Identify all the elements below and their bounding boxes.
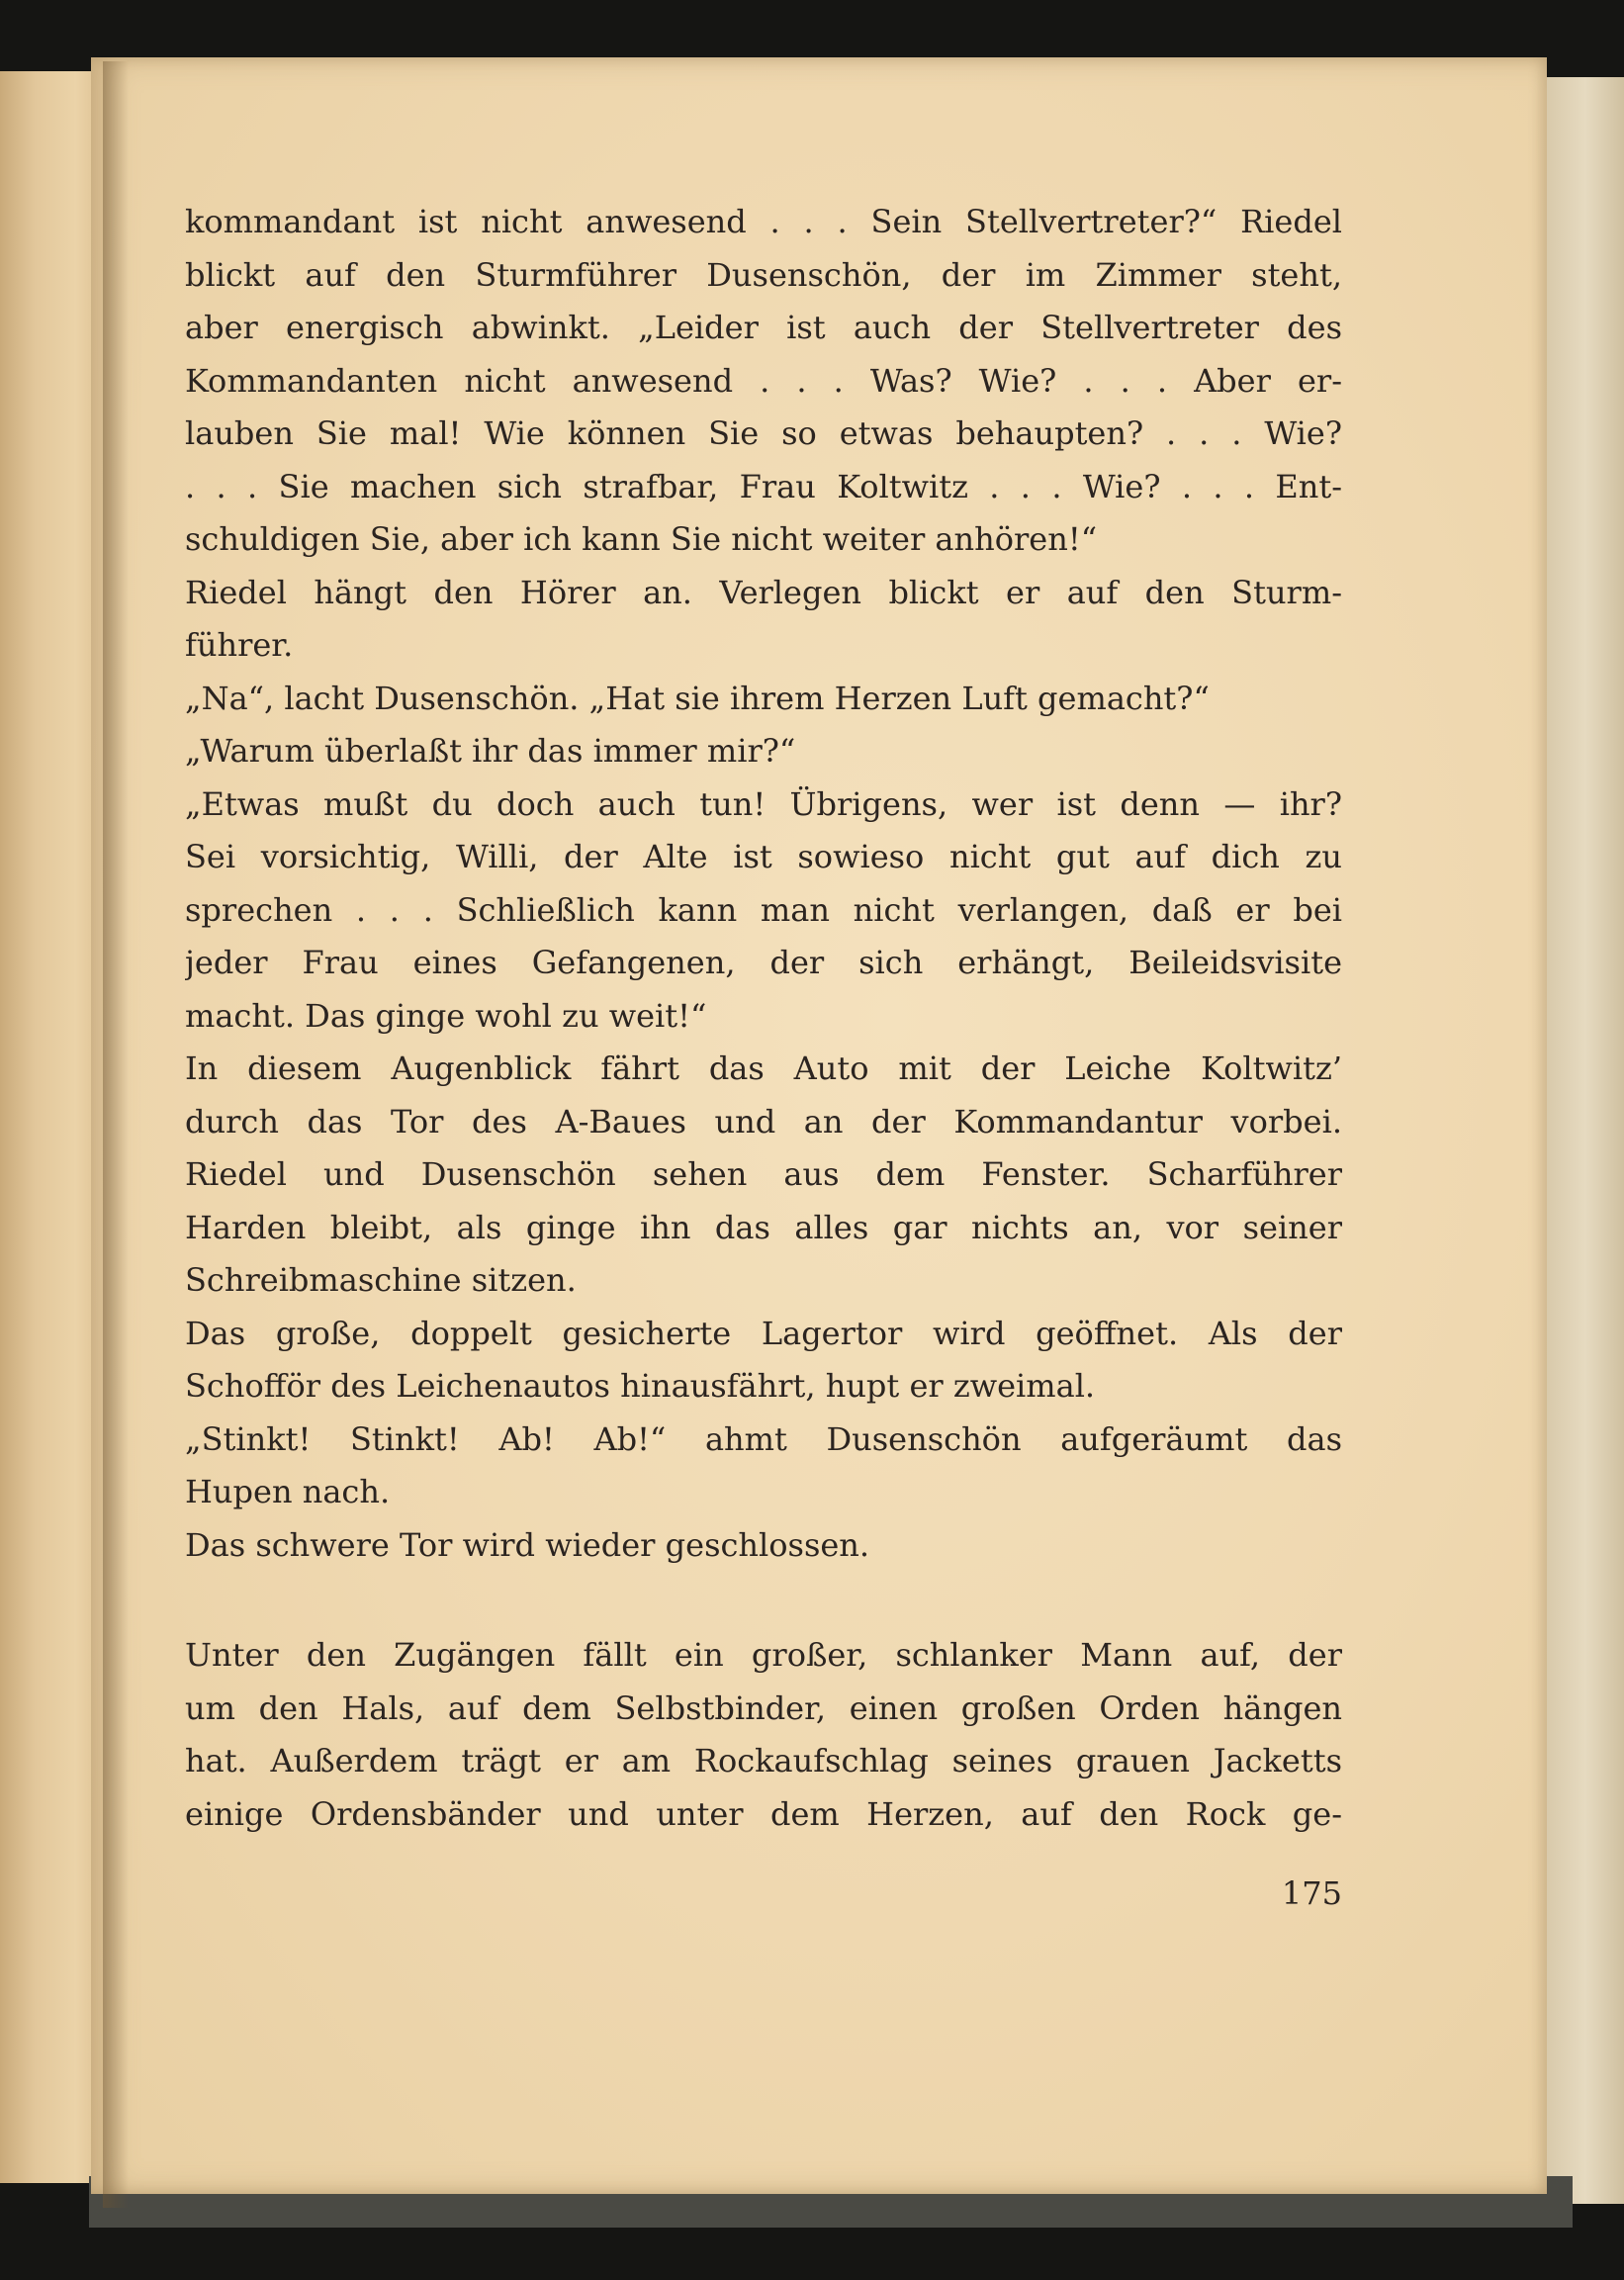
text-line: durch das Tor des A-Baues und an der Kommandantur vorbei. [185,1102,1342,1140]
text-line: Schreibmaschine sitzen. [185,1261,577,1299]
text-line: Riedel und Dusenschön sehen aus dem Fenster. Scharführer [185,1155,1342,1193]
text-line: hat. Außerdem trägt er am Rockaufschlag seines grauen Jacketts [185,1742,1342,1779]
text-line: „Stinkt! Stinkt! Ab! Ab!“ ahmt Dusenschön aufgeräumt das [185,1419,1342,1458]
page-number: 175 [1281,1874,1342,1912]
paragraph-group-2 [185,1629,1342,1841]
text-line: kommandant ist nicht anwesend . . . Sein Stellvertreter?“ Riedel [185,203,1342,240]
text-line: Das schwere Tor wird wieder geschlossen. [185,1525,870,1564]
section-break [185,1572,1342,1629]
text-line: macht. Das ginge wohl zu weit!“ [185,996,707,1035]
text-line: Riedel hängt den Hörer an. Verlegen blickt er auf den Sturm- [185,573,1342,611]
text-line: Hupen nach. [185,1473,391,1510]
text-line: Sei vorsichtig, Willi, der Alte ist sowieso nicht gut auf dich zu [185,838,1342,875]
text-line: lauben Sie mal! Wie können Sie so etwas behaupten? . . . Wie? [185,414,1342,452]
text-line: sprechen . . . Schließlich kann man nicht verlangen, daß er bei [185,890,1342,929]
text-line: Harden bleibt, als ginge ihn das alles gar nichts an, vor seiner [185,1208,1342,1246]
text-line: In diesem Augenblick fährt das Auto mit der Leiche Koltwitz’ [185,1049,1342,1087]
text-line: führer. [185,626,294,664]
text-line: Kommandanten nicht anwesend . . . Was? Wie? . . . Aber er- [185,361,1342,400]
text-line: „Warum überlaßt ihr das immer mir?“ [185,732,796,770]
text-line: aber energisch abwinkt. „Leider ist auch der Stellvertreter des [185,309,1342,346]
binding-shadow [103,61,129,2208]
text-line: „Na“, lacht Dusenschön. „Hat sie ihrem Herzen Luft gemacht?“ [185,679,1210,717]
page-text [185,196,1342,1841]
text-line: Unter den Zugängen fällt ein großer, schlanker Mann auf, der [185,1636,1342,1674]
text-line: schuldigen Sie, aber ich kann Sie nicht weiter anhören!“ [185,520,1098,558]
text-line: Schofför des Leichenautos hinausfährt, hupt er zweimal. [185,1367,1096,1405]
text-line: „Etwas mußt du doch auch tun! Übrigens, wer ist denn — ihr? [185,784,1342,823]
text-line: einige Ordensbänder und unter dem Herzen, auf den Rock ge- [185,1794,1342,1833]
text-line: jeder Frau eines Gefangenen, der sich erhängt, Beileidsvisite [185,944,1342,981]
text-line: Das große, doppelt gesicherte Lagertor wird geöffnet. Als der [185,1314,1342,1352]
text-line: um den Hals, auf dem Selbstbinder, einen großen Orden hängen [185,1688,1342,1727]
paragraph-group-1 [185,196,1342,1572]
text-line: blickt auf den Sturmführer Dusenschön, der im Zimmer steht, [185,255,1342,294]
text-line: . . . Sie machen sich strafbar, Frau Koltwitz . . . Wie? . . . Ent- [185,467,1342,505]
